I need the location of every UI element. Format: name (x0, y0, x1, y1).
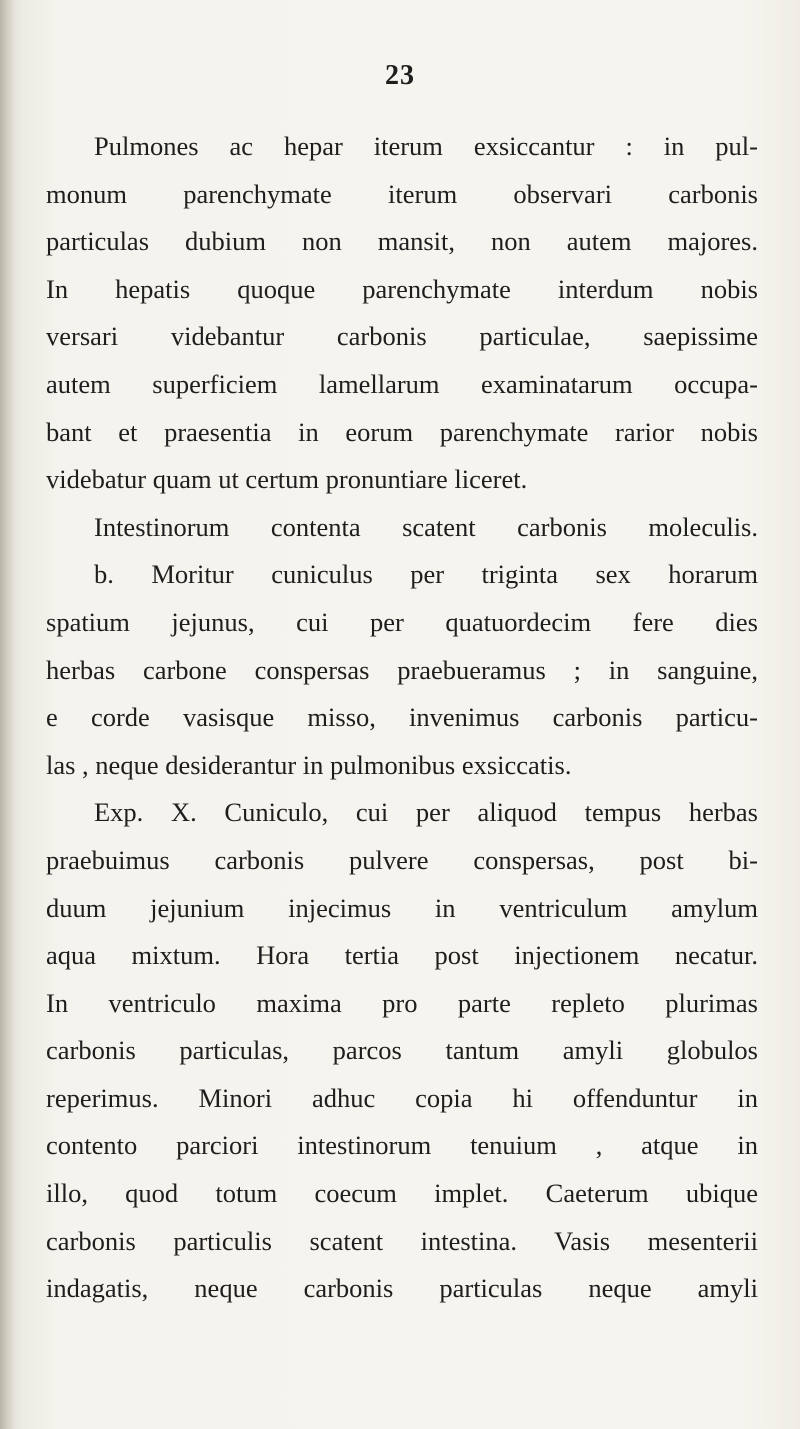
text-line: Pulmones ac hepar iterum exsiccantur : in pul- (94, 131, 758, 161)
text-line: duum jejunium injecimus in ventriculum amylum (46, 892, 758, 923)
body-text (46, 123, 758, 1313)
text-line: spatium jejunus, cui per quatuordecim fere dies (46, 606, 758, 637)
text-line: Exp. X. Cuniculo, cui per aliquod tempus herbas (94, 797, 758, 828)
text-line: e corde vasisque misso, invenimus carbonis particu- (46, 702, 758, 733)
text-line: reperimus. Minori adhuc copia hi offenduntur in (46, 1082, 758, 1113)
text-line: herbas carbone conspersas praebueramus ; in sanguine, (46, 654, 758, 685)
text-line: carbonis particulis scatent intestina. Vasis mesenterii (46, 1225, 758, 1256)
text-line: praebuimus carbonis pulvere conspersas, post bi- (46, 844, 758, 875)
text-line: particulas dubium non mansit, non autem majores. (46, 226, 758, 257)
page-number: 23 (385, 60, 415, 91)
text-line: autem superficiem lamellarum examinatarum occupa- (46, 368, 758, 399)
text-line: aqua mixtum. Hora tertia post injectionem necatur. (46, 940, 758, 971)
text-line: videbatur quam ut certum pronuntiare liceret. (46, 464, 528, 495)
page-spine-shadow (0, 0, 14, 1429)
text-line: In ventriculo maxima pro parte repleto plurimas (46, 987, 758, 1018)
text-line: bant et praesentia in eorum parenchymate rarior nobis (46, 416, 758, 447)
text-line: las , neque desiderantur in pulmonibus exsiccatis. (46, 749, 572, 780)
text-line: contento parciori intestinorum tenuium , atque in (46, 1130, 758, 1161)
text-line: monum parenchymate iterum observari carbonis (46, 178, 758, 209)
text-line: Intestinorum contenta scatent carbonis moleculis. (94, 511, 758, 542)
text-line: b. Moritur cuniculus per triginta sex horarum (94, 559, 758, 590)
text-line: indagatis, neque carbonis particulas neque amyli (46, 1273, 758, 1304)
text-line: carbonis particulas, parcos tantum amyli globulos (46, 1035, 758, 1066)
text-line: In hepatis quoque parenchymate interdum nobis (46, 273, 758, 304)
text-line: versari videbantur carbonis particulae, saepissime (46, 321, 758, 352)
text-line: illo, quod totum coecum implet. Caeterum ubique (46, 1178, 758, 1209)
